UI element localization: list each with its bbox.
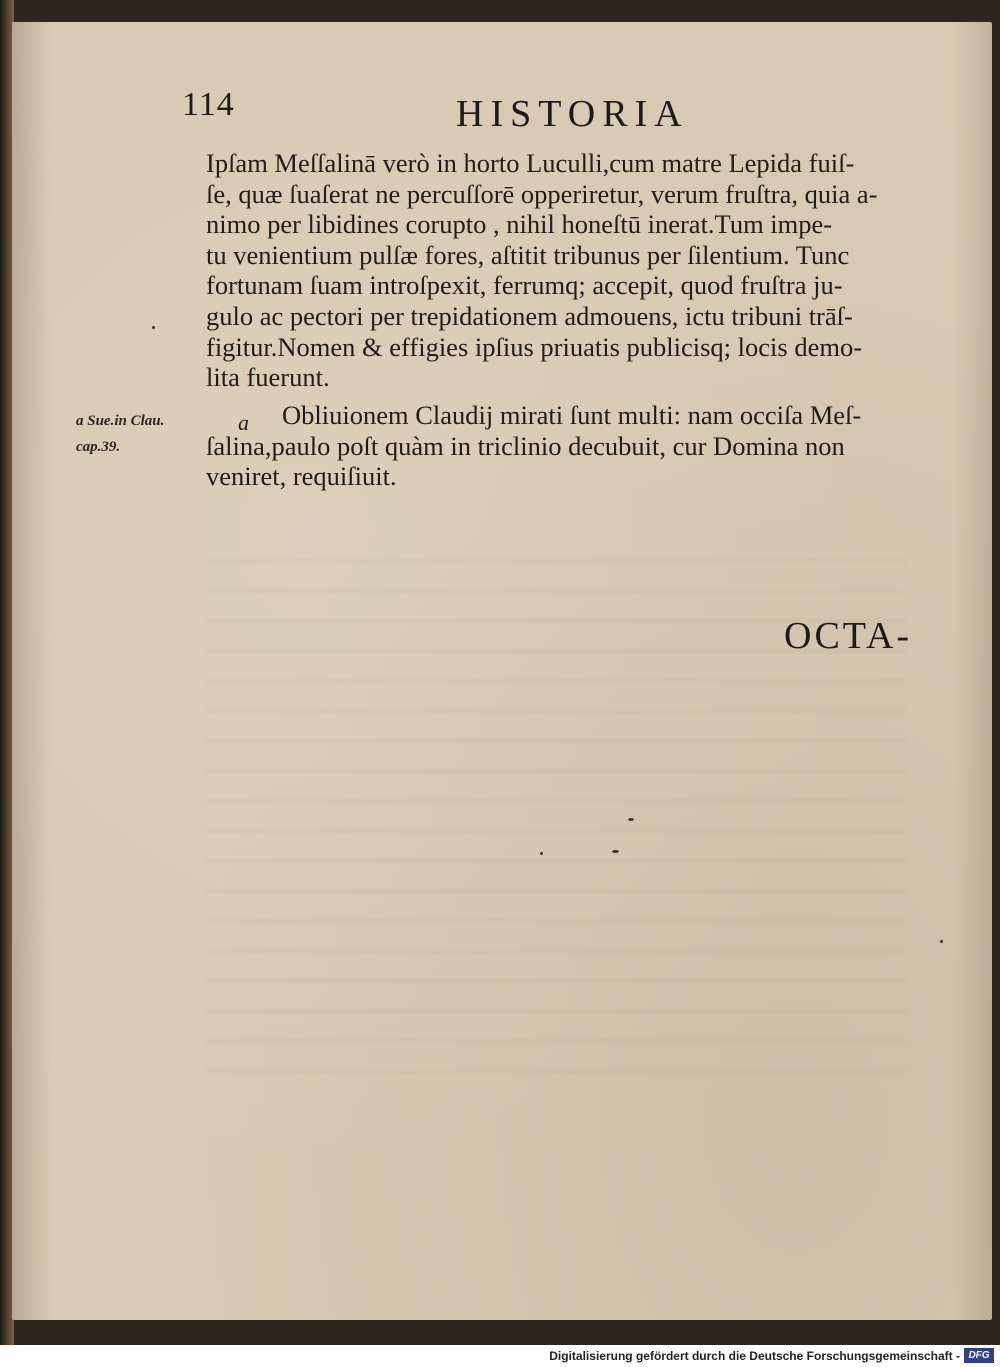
text-line: lita fuerunt. bbox=[206, 362, 330, 393]
speck bbox=[940, 940, 943, 943]
margin-note-line: cap.39. bbox=[76, 439, 121, 455]
paragraph-one bbox=[206, 148, 922, 393]
dfg-logo: DFG bbox=[964, 1348, 994, 1363]
running-head: HISTORIA bbox=[456, 93, 689, 135]
funding-credit: Digitalisierung gefördert durch die Deutsche Forschungsgemeinschaft - bbox=[549, 1349, 960, 1363]
text-line: figitur.Nomen & effigies ipſius priuatis publicisq; locis demo- bbox=[206, 331, 863, 362]
text-line: fortunam ſuam introſpexit, ferrumq; accepit, quod fruſtra ju- bbox=[206, 270, 843, 301]
paragraph-two bbox=[206, 400, 922, 492]
text-line: ſe, quæ ſuaſerat ne percuſſorē opperiretur, verum fruſtra, quia a- bbox=[206, 178, 878, 209]
show-through-texture bbox=[206, 560, 906, 1100]
speck bbox=[152, 326, 155, 329]
speck bbox=[612, 850, 619, 853]
text-line: Ipſam Meſſalinā verò in horto Luculli,cum matre Lepida fuiſ- bbox=[206, 148, 855, 178]
footer-bar bbox=[0, 1345, 1000, 1367]
text-line: veniret, requiſiuit. bbox=[206, 461, 397, 492]
speck bbox=[628, 818, 634, 821]
margin-note-line: a Sue.in Clau. bbox=[76, 413, 165, 429]
text-line: nimo per libidines corupto , nihil honeſtū inerat.Tum impe- bbox=[206, 209, 833, 240]
speck bbox=[540, 852, 543, 855]
catchword: OCTA- bbox=[784, 615, 913, 657]
text-line: ſalina,paulo poſt quàm in triclinio decubuit, cur Domina non bbox=[206, 430, 845, 461]
text-line: gulo ac pectori per trepidationem admouens, ictu tribuni trāſ- bbox=[206, 300, 853, 331]
text-line: tu venientium pulſæ fores, aſtitit tribunus per ſilentium. Tunc bbox=[206, 239, 850, 270]
margin-note bbox=[76, 408, 164, 460]
page-number: 114 bbox=[182, 86, 235, 123]
footnote-marker: a bbox=[238, 410, 249, 435]
text-line: Obliuionem Claudij mirati ſunt multi: nam occiſa Meſ- bbox=[282, 400, 862, 430]
